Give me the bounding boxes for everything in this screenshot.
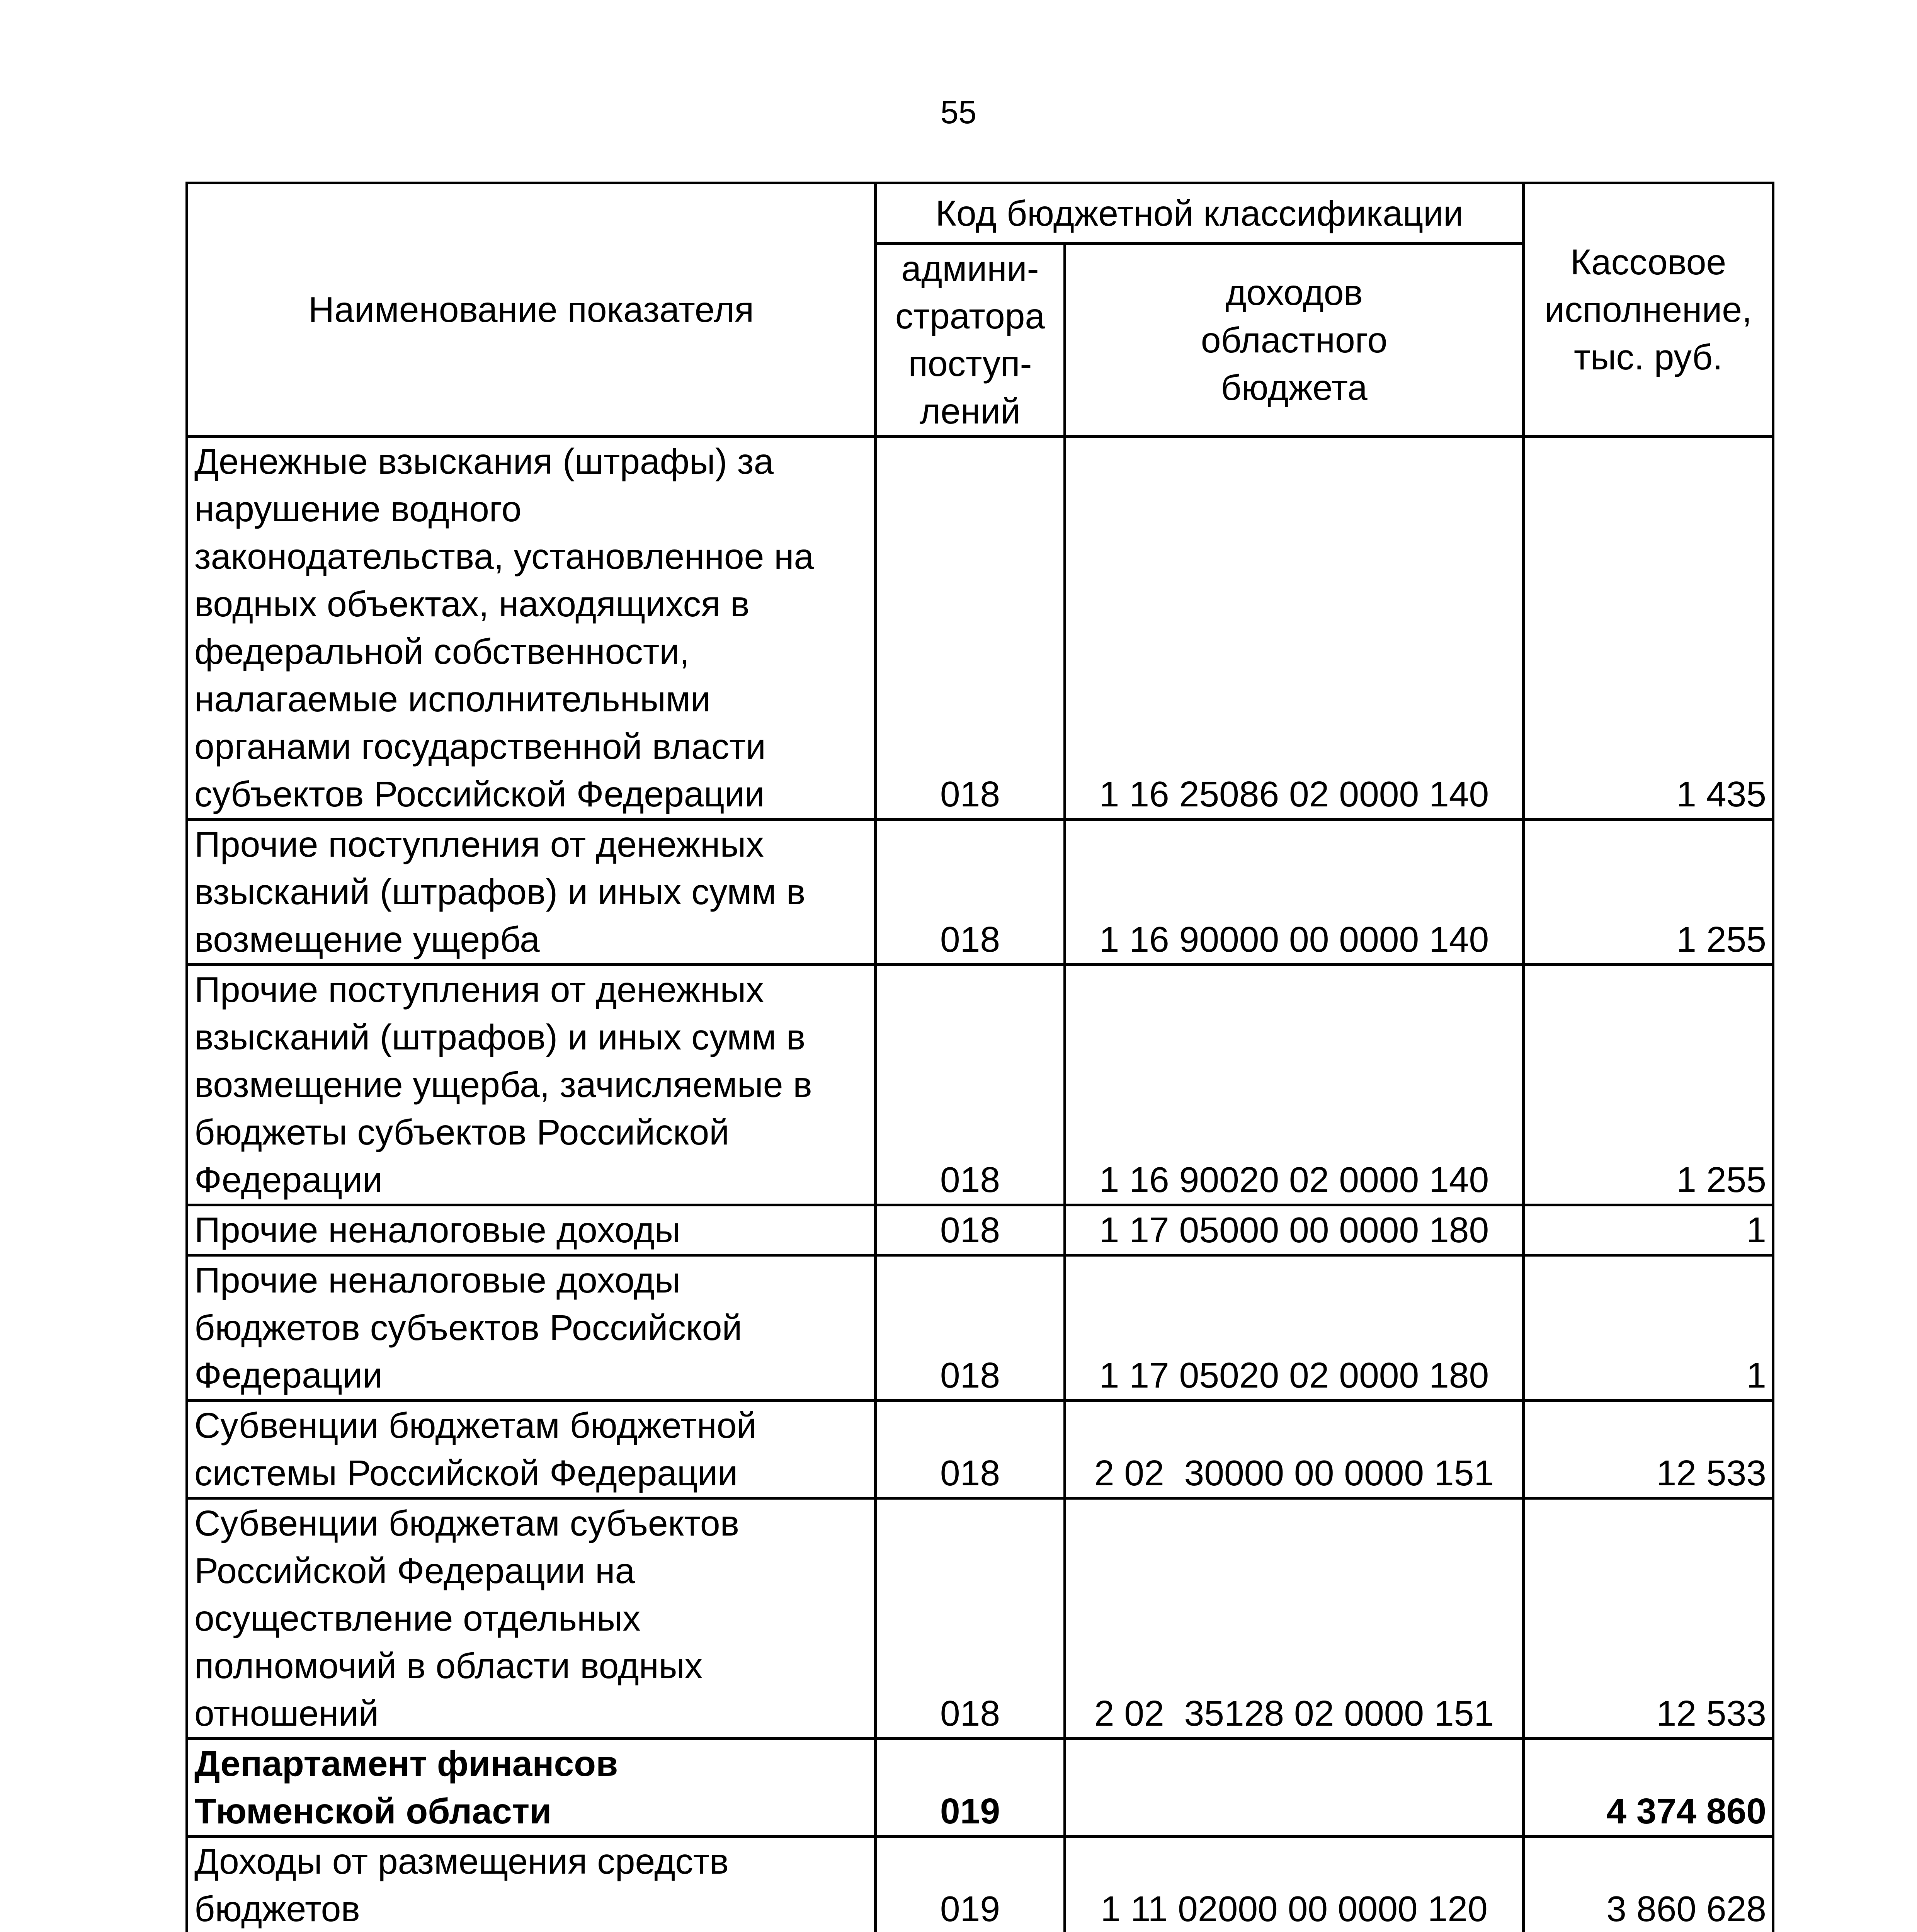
row-admin-code: 018 xyxy=(876,1205,1065,1255)
header-income: доходов областного бюджета xyxy=(1065,244,1524,437)
row-income-code: 1 17 05020 02 0000 180 xyxy=(1065,1255,1524,1401)
row-admin-code: 019 xyxy=(876,1739,1065,1837)
row-income-code: 1 16 90000 00 0000 140 xyxy=(1065,820,1524,965)
row-income-code: 1 16 25086 02 0000 140 xyxy=(1065,437,1524,820)
row-name: Доходы от размещения средств бюджетов xyxy=(187,1837,876,1932)
row-amount: 1 255 xyxy=(1524,965,1773,1205)
row-name: Департамент финансов Тюменской области xyxy=(187,1739,876,1837)
table-row xyxy=(187,965,1773,1205)
row-name: Прочие неналоговые доходы xyxy=(187,1205,876,1255)
header-amount: Кассовое исполнение, тыс. руб. xyxy=(1524,183,1773,437)
row-income-code: 1 17 05000 00 0000 180 xyxy=(1065,1205,1524,1255)
table-row xyxy=(187,820,1773,965)
row-name: Прочие неналоговые доходы бюджетов субъектов Российской Федерации xyxy=(187,1255,876,1401)
row-name: Субвенции бюджетам субъектов Российской Федерации на осуществление отдельных полномочий в области водных отношений xyxy=(187,1498,876,1739)
row-income-code: 2 02 35128 02 0000 151 xyxy=(1065,1498,1524,1739)
row-admin-code: 018 xyxy=(876,820,1065,965)
row-name: Прочие поступления от денежных взысканий (штрафов) и иных сумм в возмещение ущерба, зачисляемые в бюджеты субъектов Российской Федерации xyxy=(187,965,876,1205)
row-income-code: 1 11 02000 00 0000 120 xyxy=(1065,1837,1524,1932)
table-body xyxy=(187,437,1773,1932)
row-amount: 1 xyxy=(1524,1205,1773,1255)
row-amount: 12 533 xyxy=(1524,1401,1773,1498)
row-amount: 12 533 xyxy=(1524,1498,1773,1739)
row-amount: 1 435 xyxy=(1524,437,1773,820)
row-name: Прочие поступления от денежных взысканий (штрафов) и иных сумм в возмещение ущерба xyxy=(187,820,876,965)
row-name: Денежные взыскания (штрафы) за нарушение водного законодательства, установленное на водных объектах, находящихся в федеральной собственности, налагаемые исполнительными органами государственной власти субъектов Российской Федерации xyxy=(187,437,876,820)
header-code-group: Код бюджетной классификации xyxy=(876,183,1524,244)
table-row-department xyxy=(187,1739,1773,1837)
table-row xyxy=(187,1837,1773,1932)
row-admin-code: 018 xyxy=(876,1498,1065,1739)
row-amount: 4 374 860 xyxy=(1524,1739,1773,1837)
header-admin: админи- стратора поступ- лений xyxy=(876,244,1065,437)
budget-table xyxy=(185,182,1774,1932)
row-admin-code: 019 xyxy=(876,1837,1065,1932)
table-header xyxy=(187,183,1773,437)
row-admin-code: 018 xyxy=(876,1401,1065,1498)
row-amount: 1 xyxy=(1524,1255,1773,1401)
row-admin-code: 018 xyxy=(876,1255,1065,1401)
table-row xyxy=(187,437,1773,820)
row-amount: 1 255 xyxy=(1524,820,1773,965)
row-admin-code: 018 xyxy=(876,965,1065,1205)
row-admin-code: 018 xyxy=(876,437,1065,820)
row-income-code xyxy=(1065,1739,1524,1837)
table-row xyxy=(187,1255,1773,1401)
row-income-code: 1 16 90020 02 0000 140 xyxy=(1065,965,1524,1205)
page-number: 55 xyxy=(940,94,977,130)
row-amount: 3 860 628 xyxy=(1524,1837,1773,1932)
table-row xyxy=(187,1498,1773,1739)
table-row xyxy=(187,1205,1773,1255)
row-income-code: 2 02 30000 00 0000 151 xyxy=(1065,1401,1524,1498)
table-row xyxy=(187,1401,1773,1498)
row-name: Субвенции бюджетам бюджетной системы Российской Федерации xyxy=(187,1401,876,1498)
header-name: Наименование показателя xyxy=(187,183,876,437)
